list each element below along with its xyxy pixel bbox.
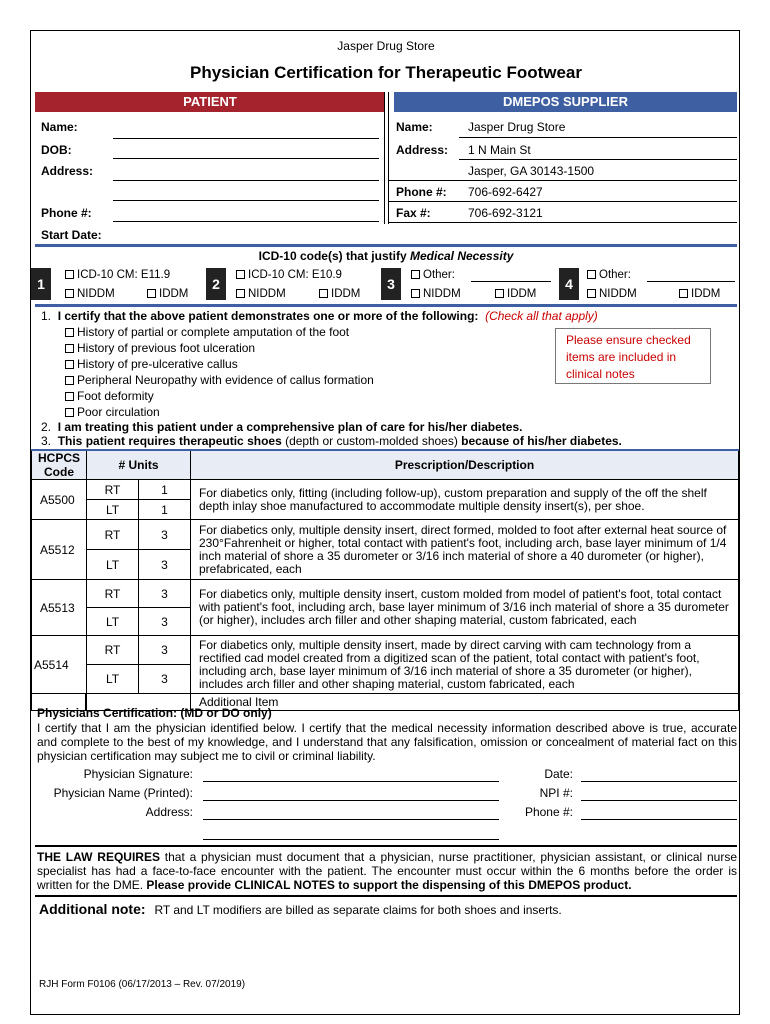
physician-name-field[interactable] (203, 800, 499, 801)
side-lt: LT (87, 665, 139, 694)
side-rt: RT (87, 636, 139, 665)
icd-group-2-number: 2 (206, 268, 226, 300)
physician-date-field[interactable] (581, 781, 737, 782)
patient-address-field-2[interactable] (113, 200, 379, 201)
icd-group-3-iddm[interactable]: IDDM (495, 288, 536, 300)
table-row (32, 520, 739, 550)
physician-address-field[interactable] (203, 819, 499, 820)
hcpcs-table (31, 449, 739, 711)
table-row (32, 580, 739, 608)
physician-npi-field[interactable] (581, 800, 737, 801)
condition-circulation[interactable]: Poor circulation (65, 405, 160, 419)
icd-group-2-iddm[interactable]: IDDM (319, 288, 360, 300)
supplier-phone-label: Phone #: (396, 185, 447, 199)
clinical-notes-reminder: Please ensure checked items are included in clinical notes (555, 328, 711, 384)
supplier-section-header: DMEPOS SUPPLIER (394, 92, 737, 112)
physician-statement: I certify that I am the physician identified below. I certify that the medical necessity information described above is true, accurate and complete to the best of my knowledge, and I understand that any falsification, omission or concealment of material fact on this physician certification may subject me to civil or criminal liability. (37, 721, 737, 763)
units-rt[interactable]: 3 (139, 580, 191, 608)
icd-bottom-bar (35, 304, 737, 307)
supplier-fax-value: 706-692-3121 (468, 206, 543, 220)
patient-line-extra (113, 158, 379, 159)
condition-neuropathy[interactable]: Peripheral Neuropathy with evidence of callus formation (65, 373, 374, 387)
col-header-units: # Units (87, 450, 191, 480)
form-id: RJH Form F0106 (06/17/2013 – Rev. 07/2019) (39, 979, 246, 990)
condition-callus[interactable]: History of pre-ulcerative callus (65, 357, 238, 371)
supplier-address-line (459, 159, 737, 160)
hcpcs-description: For diabetics only, multiple density insert, made by direct carving with cam technology from a rectified cad model created from a digitized scan of the patient, total contact with patient's foot, including arch, base layer minimum of 3/16 inch material of shore a 35 durometer (or higher), includes arch filler and other shaping material, custom fabricated, each (191, 636, 739, 694)
physician-address-label: Address: (145, 805, 193, 819)
hcpcs-description: For diabetics only, multiple density insert, custom molded from model of patient's foot, total contact with patient's foot, including arch, base layer minimum of 3/16 inch material of shore a 35 durometer (or higher), includes arch filler and other shaping material, custom fabricated, each (191, 580, 739, 636)
certify-item-3: 3. This patient requires therapeutic shoes (depth or custom-molded shoes) because of his/her diabetes. (41, 434, 622, 448)
supplier-address-label: Address: (396, 143, 449, 157)
units-rt[interactable]: 3 (139, 636, 191, 665)
physician-signature-field[interactable] (203, 781, 499, 782)
law-bottom-rule (35, 895, 737, 897)
units-rt[interactable]: 3 (139, 520, 191, 550)
patient-phone-label: Phone #: (41, 206, 92, 220)
icd-group-1-code[interactable]: ICD-10 CM: E11.9 (65, 269, 170, 281)
side-rt: RT (87, 520, 139, 550)
patient-phone-field[interactable] (113, 221, 379, 222)
supplier-rule (389, 180, 737, 181)
condition-deformity[interactable]: Foot deformity (65, 389, 154, 403)
physician-phone-label: Phone #: (524, 805, 573, 819)
supplier-phone-value: 706-692-6427 (468, 185, 543, 199)
law-top-rule (35, 845, 737, 847)
supplier-address-line1: 1 N Main St (468, 143, 531, 157)
icd-group-1-iddm[interactable]: IDDM (147, 288, 188, 300)
side-lt: LT (87, 500, 139, 520)
additional-item-label[interactable]: Additional Item (191, 694, 739, 711)
table-row (32, 480, 739, 500)
supplier-fax-label: Fax #: (396, 206, 431, 220)
col-header-code: HCPCS Code (32, 450, 87, 480)
side-lt: LT (87, 608, 139, 636)
law-statement: THE LAW REQUIRES that a physician must document that a physician, nurse practitioner, physician assistant, or clinical nurse specialist has had a face-to-face encounter with the patient. The encounter must occur within the 6 months before the order is written for the DME. Please provide CLINICAL NOTES to support the dispensing of this DMEPOS product. (37, 850, 737, 892)
supplier-address-line2: Jasper, GA 30143-1500 (468, 164, 595, 178)
physician-cert-heading: Physicians Certification: (MD or DO only) (37, 706, 272, 720)
table-header-row (32, 450, 739, 480)
store-name: Jasper Drug Store (337, 39, 435, 53)
physician-address-field-2[interactable] (203, 839, 499, 840)
physician-date-label: Date: (544, 767, 573, 781)
patient-section-header: PATIENT (35, 92, 385, 112)
hcpcs-code: A5514 (32, 636, 87, 694)
icd-group-2-code[interactable]: ICD-10 CM: E10.9 (236, 269, 342, 281)
icd-group-4-other-field[interactable] (647, 281, 735, 282)
condition-amputation[interactable]: History of partial or complete amputation of the foot (65, 325, 349, 339)
supplier-name-line (459, 137, 737, 138)
icd-group-4-number: 4 (559, 268, 579, 300)
start-date-label: Start Date: (41, 228, 102, 242)
units-rt[interactable]: 1 (139, 480, 191, 500)
column-divider (384, 92, 389, 224)
side-rt: RT (87, 480, 139, 500)
page-title: Physician Certification for Therapeutic Footwear (189, 63, 583, 82)
additional-note: Additional note: RT and LT modifiers are billed as separate claims for both shoes and inserts. (39, 901, 562, 917)
patient-address-label: Address: (41, 164, 94, 178)
hcpcs-description: For diabetics only, fitting (including follow-up), custom preparation and supply of the off the shelf depth inlay shoe manufactured to accommodate multiple density insert(s), per shoe. (191, 480, 739, 520)
units-lt[interactable]: 1 (139, 500, 191, 520)
physician-npi-label: NPI #: (539, 786, 573, 800)
supplier-rule-2 (389, 201, 737, 202)
hcpcs-code: A5500 (32, 480, 87, 520)
icd-top-bar (35, 244, 737, 247)
units-lt[interactable]: 3 (139, 550, 191, 580)
hcpcs-description: For diabetics only, multiple density insert, direct formed, molded to foot after external heat source of 230°Fahrenheit or higher, total contact with patient's foot, including arch, base layer minimum of 1/4 inch material of shore a 35 durometer or 3/16 inch material of shore a 40 durometer (or higher), prefabricated, each (191, 520, 739, 580)
supplier-name-label: Name: (396, 120, 433, 134)
icd-group-3-code[interactable]: Other: (411, 269, 455, 281)
supplier-name-value: Jasper Drug Store (468, 120, 566, 134)
patient-name-label: Name: (41, 120, 78, 134)
condition-ulceration[interactable]: History of previous foot ulceration (65, 341, 255, 355)
icd-group-1-number: 1 (31, 268, 51, 300)
table-row (32, 636, 739, 665)
icd-group-4-niddm[interactable]: NIDDM (587, 288, 637, 300)
form-frame (30, 30, 740, 1015)
hcpcs-code: A5513 (32, 580, 87, 636)
patient-dob-label: DOB: (41, 143, 72, 157)
icd-group-4-code[interactable]: Other: (587, 269, 631, 281)
physician-signature-label: Physician Signature: (83, 767, 193, 781)
certify-item-2: 2. I am treating this patient under a comprehensive plan of care for his/her diabetes. (41, 420, 523, 434)
supplier-rule-3 (389, 222, 737, 223)
units-lt[interactable]: 3 (139, 608, 191, 636)
icd-group-3-other-field[interactable] (471, 281, 551, 282)
patient-name-field[interactable] (113, 138, 379, 139)
certify-item-1: 1. I certify that the above patient demonstrates one or more of the following: (Check all that apply) (41, 309, 598, 323)
hcpcs-code: A5512 (32, 520, 87, 580)
side-rt: RT (87, 580, 139, 608)
icd-group-3-niddm[interactable]: NIDDM (411, 288, 461, 300)
icd-group-2-niddm[interactable]: NIDDM (236, 288, 286, 300)
icd-heading: ICD-10 code(s) that justify Medical Necessity (258, 249, 514, 263)
side-lt: LT (87, 550, 139, 580)
icd-group-1-niddm[interactable]: NIDDM (65, 288, 115, 300)
icd-group-3-number: 3 (381, 268, 401, 300)
patient-address-field[interactable] (113, 180, 379, 181)
col-header-desc: Prescription/Description (191, 450, 739, 480)
physician-phone-field[interactable] (581, 819, 737, 820)
icd-group-4-iddm[interactable]: IDDM (679, 288, 720, 300)
units-lt[interactable]: 3 (139, 665, 191, 694)
physician-name-label: Physician Name (Printed): (53, 786, 193, 800)
